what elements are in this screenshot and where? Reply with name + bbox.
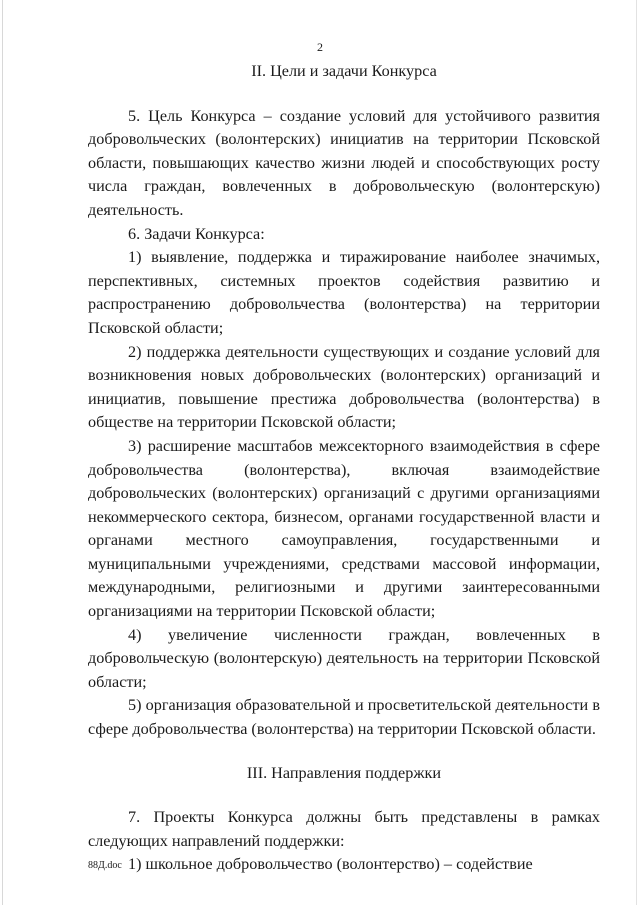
section-heading-goals: II. Цели и задачи Конкурса xyxy=(251,62,437,80)
paragraph-task-2: 2) поддержка деятельности существующих и создание условий для возникновения новых добровольческих (волонтерских) организаций и инициатив, повышение престижа добровольчества (волонтерства) в обществе на территории Псковской области; xyxy=(88,342,600,432)
paragraph-task-5: 5) организация образовательной и просветительской деятельности в сфере добровольчества (волонтерства) на территории Псковской области. xyxy=(88,696,600,739)
section-heading-support: III. Направления поддержки xyxy=(246,763,442,782)
paragraph-task-4: 4) увеличение численности граждан, вовлеченных в добровольческую (волонтерскую) деятельность на территории Псковской области; xyxy=(88,625,600,691)
page-edge-left xyxy=(2,0,3,905)
paragraph-task-3: 3) расширение масштабов межсекторного взаимодействия в сфере добровольчества (волонтерства), включая взаимодействие добровольческих (волонтерских) организаций с другими организациями некоммерческого сектора, бизнесом, органами государственной власти и органами местного самоуправления, государственными и муниципальными учреждениями, средствами массовой информации, международными, религиозными и другими заинтересованными организациями на территории Псковской области; xyxy=(88,436,600,621)
page-number: 2 xyxy=(317,40,323,54)
paragraph-task-1: 1) выявление, поддержка и тиражирование наиболее значимых, перспективных, системных проектов содействия развитию и распространению добровольчества (волонтерства) на территории Псковской области; xyxy=(88,248,600,337)
page-edge-right xyxy=(636,0,637,905)
paragraph-projects: 7. Проекты Конкурса должны быть представлены в рамках следующих направлений поддержки: xyxy=(88,808,600,850)
paragraph-tasks-intro: 6. Задачи Конкурса: xyxy=(128,224,265,243)
paragraph-direction-1: 1) школьное добровольчество (волонтерство) – содействие xyxy=(128,855,533,874)
paragraph-goal: 5. Цель Конкурса – создание условий для устойчивого развития добровольческих (волонтерских) инициатив на территории Псковской области, повышающих качество жизни людей и способствующих росту числа граждан, вовлеченных в добровольческую (волонтерскую) деятельность. xyxy=(88,106,600,219)
document-body xyxy=(88,60,600,877)
file-name-footer: 88Д.doc xyxy=(88,860,122,871)
